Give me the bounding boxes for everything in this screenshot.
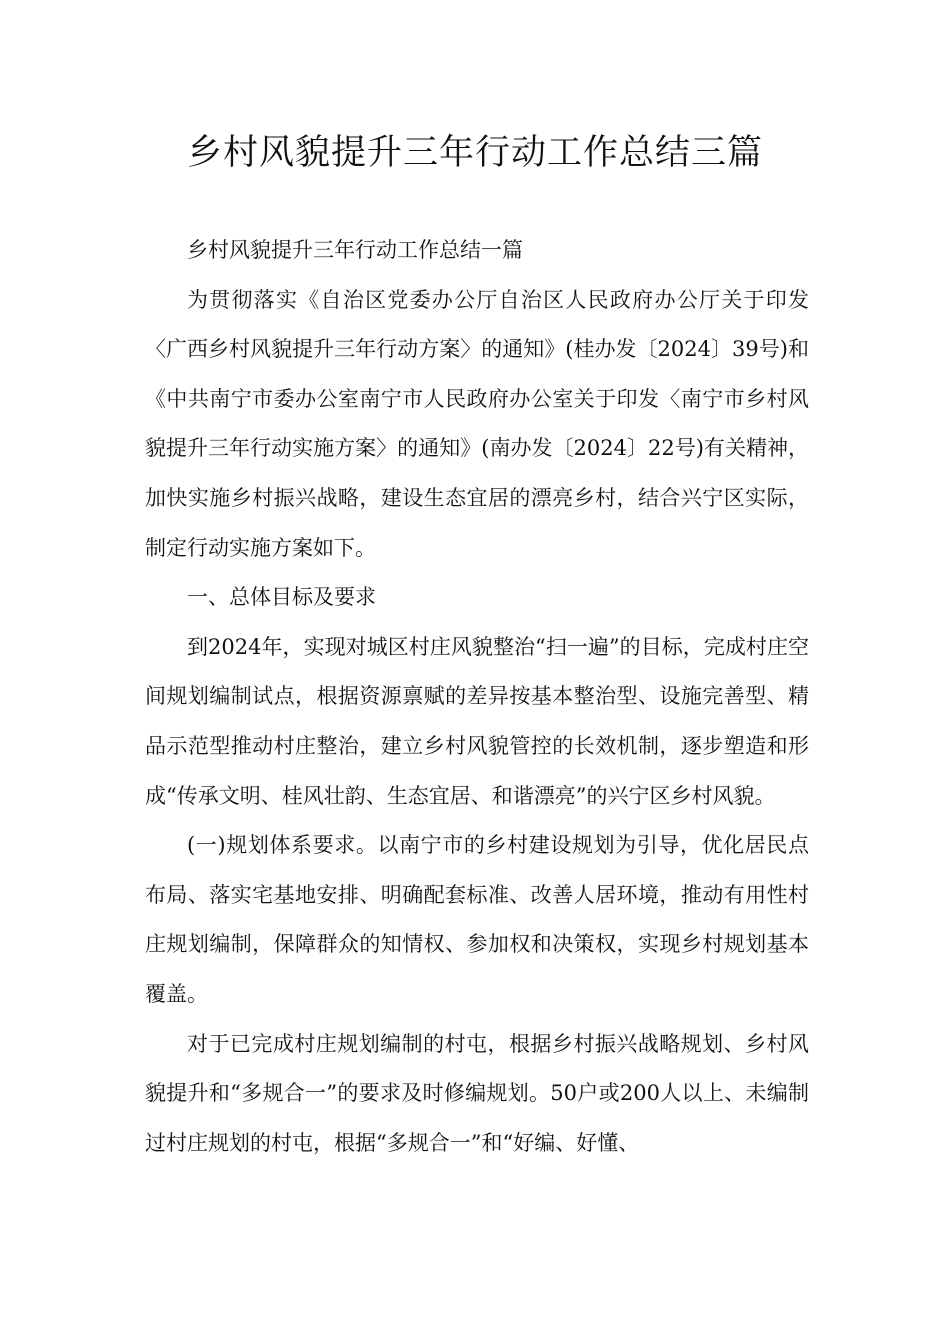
paragraph: (一)规划体系要求。以南宁市的乡村建设规划为引导，优化居民点布局、落实宅基地安排、明确配套标准、改善人居环境，推动有用性村庄规划编制，保障群众的知情权、参加权和决策权，实现乡村规划基本覆盖。 [145, 833, 809, 1006]
section-heading: 一、总体目标及要求 [187, 585, 376, 610]
document-body [145, 226, 809, 1168]
section-heading: 乡村风貌提升三年行动工作总结一篇 [187, 238, 523, 262]
paragraph-intro: 为贯彻落实《自治区党委办公厅自治区人民政府办公厅关于印发〈广西乡村风貌提升三年行动方案〉的通知》(桂办发〔2024〕39号)和《中共南宁市委办公室南宁市人民政府办公室关于印发〈南宁市乡村风貌提升三年行动实施方案〉的通知》(南办发〔2024〕22号)有关精神，加快实施乡村振兴战略，建设生态宜居的漂亮乡村，结合兴宁区实际，制定行动实施方案如下。 [145, 287, 809, 560]
document-title: 乡村风貌提升三年行动工作总结三篇 [186, 133, 763, 173]
paragraph: 对于已完成村庄规划编制的村屯，根据乡村振兴战略规划、乡村风貌提升和“多规合一”的要求及时修编规划。50户或200人以上、未编制过村庄规划的村屯，根据“多规合一”和“好编、好懂、 [145, 1031, 809, 1155]
paragraph: 到2024年，实现对城区村庄风貌整治“扫一遍”的目标，完成村庄空间规划编制试点，根据资源禀赋的差异按基本整治型、设施完善型、精品示范型推动村庄整治，建立乡村风貌管控的长效机制，逐步塑造和形成“传承文明、桂风壮韵、生态宜居、和谐漂亮”的兴宁区乡村风貌。 [145, 634, 809, 808]
